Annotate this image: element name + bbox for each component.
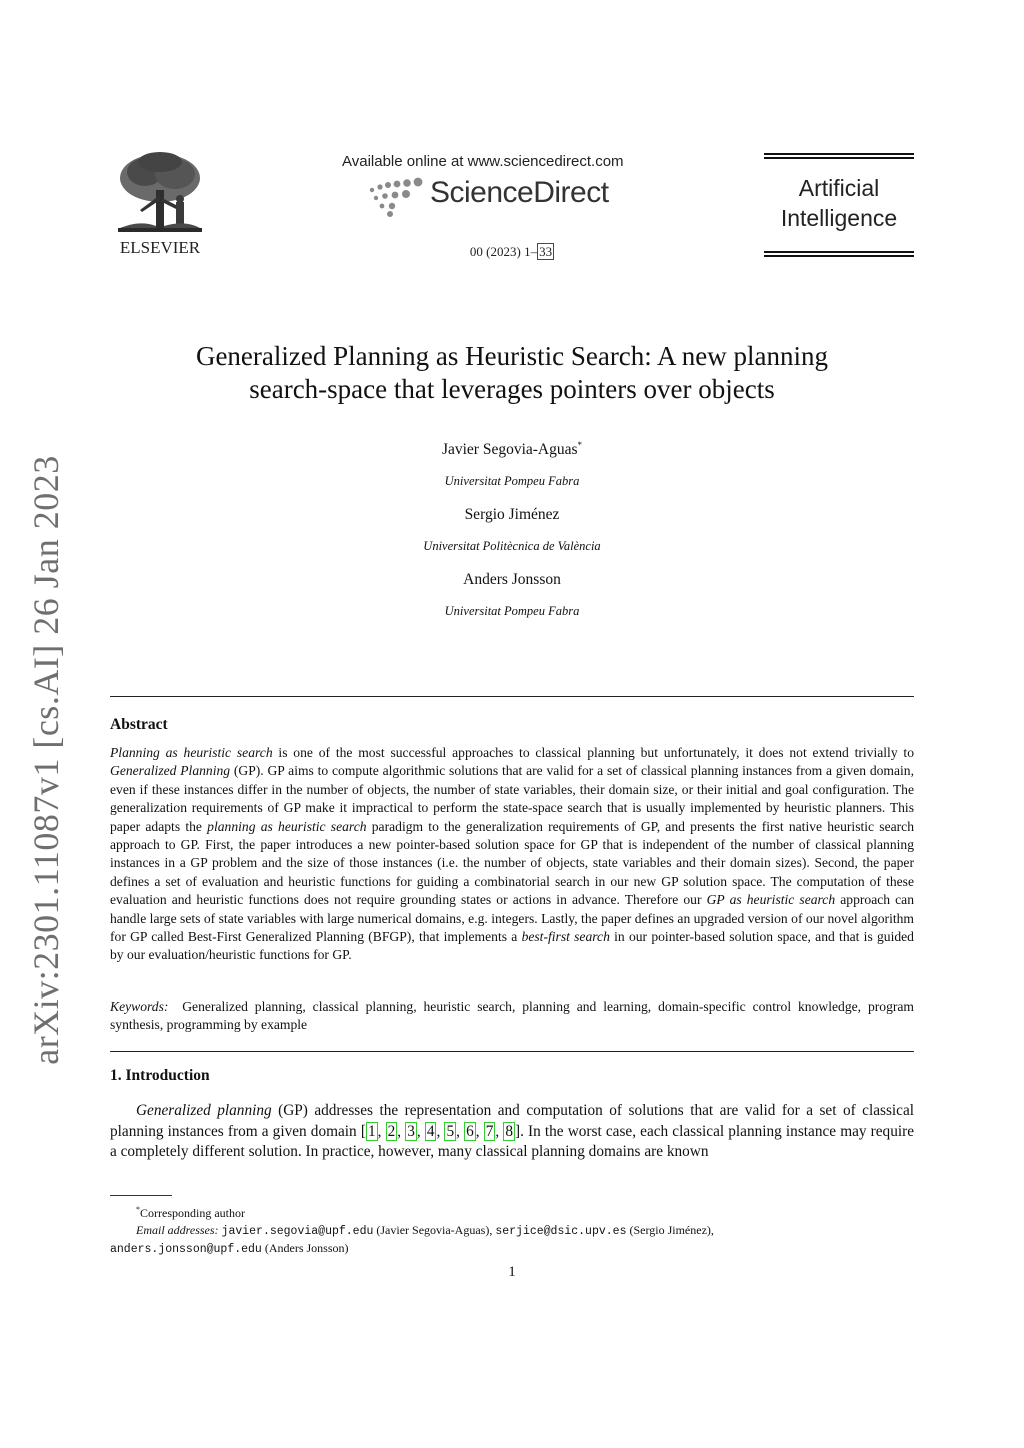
footnote-rule <box>110 1195 172 1196</box>
journal-top-rule <box>764 153 914 159</box>
author-affiliation: Universitat Politècnica de València <box>423 539 601 553</box>
abstract-italic: Generalized Planning <box>110 763 231 779</box>
author-1-name: Javier Segovia-Aguas <box>441 441 578 459</box>
author-2-name: Sergio Jiménez <box>464 506 560 523</box>
abstract-body <box>110 744 914 965</box>
journal-bottom-rule <box>764 251 914 257</box>
footnote <box>110 1201 914 1258</box>
intro-heading: 1. Introduction <box>110 1067 210 1084</box>
arxiv-stamp-text: arXiv:2301.11087v1 [cs.AI] 26 Jan 2023 <box>26 455 66 1065</box>
author-affiliation: Universitat Pompeu Fabra <box>444 474 580 488</box>
abstract-text: (GP). GP aims to compute algorithmic solutions that are valid for a set of classical planning instances from a given domain, even if these instances differ in the number of objects, the number of state variables, their domain size, or their initial and goal configuration. The generalization requirements of GP make it impractical to perform the state-space search that is usually implemented by heuristic planners. This paper adapts the <box>110 763 914 834</box>
footnote-corresponding <box>110 1201 914 1222</box>
citation-link[interactable]: 4 <box>426 1122 435 1140</box>
sciencedirect-logo <box>368 176 618 218</box>
pages-last-link[interactable]: 33 <box>539 244 553 259</box>
abstract-italic: GP as heuristic search <box>706 892 836 908</box>
paper-title <box>110 340 914 406</box>
sciencedirect-wordmark: ScienceDirect <box>430 176 609 209</box>
author-name <box>110 440 914 459</box>
abstract-text: approach can handle large sets of state variables with large numerical domains, e.g. integers. Lastly, the paper defines an upgraded version of our novel algorithm for GP called Best-First Generalized Planning (BFGP), that implements a <box>110 892 915 945</box>
intro-text: ]. In the worst case, each classical planning instance may require a completely different solution. In practice, however, many classical planning domains are known <box>110 1122 914 1161</box>
author-name <box>110 571 914 589</box>
citation-link[interactable]: 7 <box>485 1122 494 1140</box>
journal-name-line2: Intelligence <box>780 205 898 231</box>
intro-text: (GP) addresses the representation and computation of solutions that are valid for a set of classical planning instances from a given domain [ <box>110 1102 914 1140</box>
footnote-emails-cont <box>110 1240 914 1258</box>
footnote-emails <box>110 1222 914 1240</box>
abstract-text: in our pointer-based solution space, and that is guided by our evaluation/heuristic functions for GP. <box>110 929 914 963</box>
footnote-corresponding-text: Corresponding author <box>140 1206 245 1220</box>
email-link[interactable]: anders.jonsson@upf.edu <box>110 1243 262 1256</box>
abstract-bottom-rule <box>110 1051 914 1052</box>
pages-line <box>400 244 624 260</box>
paper-title-line1: Generalized Planning as Heuristic Search: A new planning <box>195 341 829 371</box>
email-label: Email addresses: <box>136 1223 219 1237</box>
elsevier-tree-icon <box>110 150 210 240</box>
email-owner: (Anders Jonsson) <box>264 1241 349 1255</box>
journal-name <box>764 173 914 233</box>
citation-link[interactable]: 6 <box>466 1122 474 1140</box>
citation-link[interactable]: 2 <box>387 1122 396 1140</box>
available-online-text: Available online at www.sciencedirect.com <box>342 153 624 170</box>
corresponding-mark[interactable]: * <box>577 440 583 450</box>
abstract-text: is one of the most successful approaches to classical planning but unfortunately, it does not extend trivially to <box>272 745 914 760</box>
abstract-heading: Abstract <box>110 716 168 733</box>
footnote-mark: * <box>136 1205 140 1214</box>
paper-title-line2: search-space that leverages pointers over objects <box>249 374 775 404</box>
keywords <box>110 998 914 1035</box>
abstract-italic: Planning as heuristic search <box>110 745 273 760</box>
citation-link[interactable]: 3 <box>407 1122 415 1140</box>
intro-italic: Generalized planning <box>136 1102 272 1119</box>
citation-link[interactable]: 8 <box>505 1122 513 1140</box>
abstract-top-rule <box>110 696 914 697</box>
page-number: 1 <box>508 1264 516 1280</box>
abstract-italic: best-first search <box>521 929 610 945</box>
elsevier-logo <box>110 150 210 260</box>
arxiv-stamp <box>16 455 76 1065</box>
email-owner: (Javier Segovia-Aguas), <box>376 1223 493 1237</box>
author-3-name: Anders Jonsson <box>463 571 561 588</box>
abstract-text: paradigm to the generalization requirements of GP, and presents the first native heuristic search approach to GP. First, the paper introduces a new pointer-based solution space for GP that is independent of the number of classical planning instances in a GP problem and the size of those instances (i.e. the number of objects, state variables and their domain sizes). Second, the paper defines a set of evaluation and heuristic functions for guiding a combinatorial search in our new GP solution space. The computation of these evaluation and heuristic functions does not require grounding states or actions in advance. Therefore our <box>110 818 914 908</box>
citation-link[interactable]: 1 <box>367 1122 376 1140</box>
author-name <box>110 506 914 524</box>
citation-link[interactable]: 5 <box>446 1122 455 1140</box>
journal-name-line1: Artificial <box>798 175 880 201</box>
pages-prefix: 00 (2023) 1– <box>469 244 538 259</box>
keywords-label: Keywords: <box>110 999 169 1014</box>
email-owner: (Sergio Jiménez), <box>629 1223 714 1237</box>
elsevier-wordmark: ELSEVIER <box>119 238 201 257</box>
intro-body: Generalized planning (GP) addresses the representation and computation of solutions that are valid for a set of classical planning instances from a given domain [ 1 , 2 , 3 , 4 , 5 , 6 , 7 , 8 ]. In the worst case, each classical planning instance may require a completely different solution. In practice, however, many classical planning domains are known <box>110 1102 914 1161</box>
keywords-text: Generalized planning, classical planning, heuristic search, planning and learning, domain-specific control knowledge, program synthesis, programming by example <box>110 999 915 1033</box>
author-affiliation: Universitat Pompeu Fabra <box>444 604 580 618</box>
sciencedirect-dots-icon <box>368 176 430 218</box>
email-link[interactable]: serjice@dsic.upv.es <box>495 1225 627 1238</box>
journal-block <box>764 153 914 259</box>
email-link[interactable]: javier.segovia@upf.edu <box>221 1225 374 1238</box>
abstract-italic: planning as heuristic search <box>207 818 367 834</box>
